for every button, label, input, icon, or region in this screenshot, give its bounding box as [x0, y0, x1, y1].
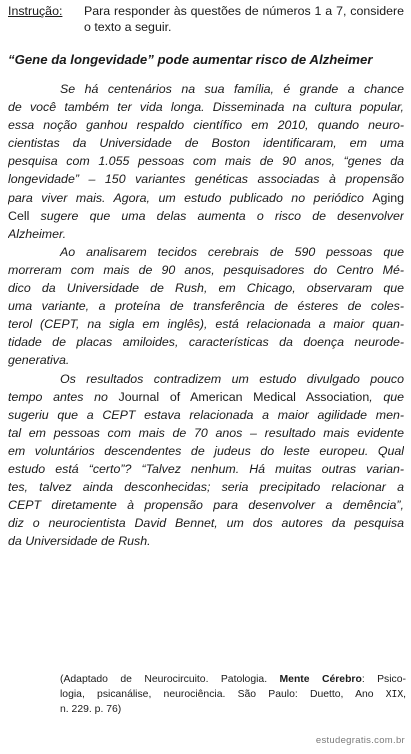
source-text: , — [403, 689, 406, 700]
site-watermark: estudegratis.com.br — [315, 735, 405, 746]
paragraph-line — [8, 388, 404, 406]
article-title: “Gene da longevidade” pode aumentar risco de Alzheimer — [8, 52, 373, 67]
paragraph-text: tes, talvez ainda desconhecidas; seria precipitado relacionar a — [8, 480, 404, 495]
article-body — [8, 80, 404, 550]
paragraph-line — [8, 225, 404, 243]
paragraph-text: Se há centenários na sua família, é grande a chance — [60, 82, 404, 96]
instruction — [8, 3, 404, 35]
paragraph-text: , que — [369, 389, 404, 404]
paragraph-text: Os resultados contradizem um estudo divulgado pouco — [60, 371, 404, 386]
paragraph-text: tal em pessoas com mais de 70 anos – resultado mais evidente — [8, 425, 404, 440]
source-line — [60, 672, 406, 687]
paragraph-line — [8, 496, 404, 514]
paragraph-text: cientistas da Universidade de Boston identificaram, em uma — [8, 136, 404, 151]
paragraph-line — [8, 351, 404, 369]
source-line — [60, 687, 406, 702]
source-citation — [60, 672, 406, 717]
paragraph-line — [8, 152, 404, 170]
paragraph-text: da Universidade de Rush. — [8, 534, 151, 549]
instruction-text: Para responder às questões de números 1 a 7, considere o texto a seguir. — [84, 4, 404, 34]
paragraph-text: sugeriu que a CEPT estava relacionada a maior agilidade men- — [8, 407, 404, 422]
paragraph-line — [8, 279, 404, 297]
paragraph-text: Alzheimer. — [8, 226, 67, 241]
paragraph — [8, 243, 404, 370]
paragraph-line — [8, 116, 404, 134]
paragraph-text: essa noção ganhou respaldo científico em 2010, quando neuro- — [8, 118, 404, 133]
paragraph-line — [8, 297, 404, 315]
paragraph-text: estudo está “certo”? “Talvez nenhum. Há muitas outras varian- — [8, 461, 404, 476]
paragraph-text: terol (CEPT, na sigla em inglês), está relacionada a maior quan- — [8, 317, 404, 332]
source-text: Mente Cérebro — [279, 674, 362, 685]
source-text: (Adaptado de Neurocircuito. Patologia. — [60, 674, 280, 685]
paragraph-text: Cell — [8, 208, 30, 223]
paragraph-text: em voluntários descendentes de judeus do leste europeu. Qual — [8, 443, 404, 458]
paragraph-text: pesquisa com 1.055 pessoas com mais de 90 anos, “genes da — [8, 154, 404, 169]
instruction-label: Instrução: — [8, 4, 63, 18]
source-text: n. 229. p. 76) — [60, 704, 122, 715]
paragraph-text: tidade de placas amiloides, características da doença neurode- — [8, 335, 404, 350]
paragraph-line — [8, 514, 404, 532]
paragraph-text: Aging — [372, 190, 404, 205]
paragraph-text: Ao analisarem tecidos cerebrais de 590 pessoas que — [60, 244, 404, 259]
paragraph-line — [8, 243, 404, 261]
source-text: XIX — [385, 689, 404, 700]
paragraph-line — [8, 333, 404, 351]
paragraph-line — [8, 406, 404, 424]
paragraph-text: para viver mais. Agora, um estudo publicado no periódico — [8, 190, 373, 205]
paragraph-line — [8, 80, 404, 98]
paragraph-line — [8, 532, 404, 550]
paragraph-line — [8, 170, 404, 188]
paragraph-line — [8, 207, 404, 225]
paragraph-line — [8, 424, 404, 442]
paragraph-line — [8, 442, 404, 460]
paragraph-text: tempo antes no — [8, 389, 119, 404]
paragraph-line — [8, 189, 404, 207]
paragraph-text: morreram com mais de 90 anos, pesquisadores do Centro Mé- — [8, 262, 404, 277]
paragraph-text: diz o neurocientista David Bennet, um dos autores da pesquisa — [8, 516, 404, 531]
paragraph-line — [8, 134, 404, 152]
paragraph-text: de você também ter vida longa. Disseminada na cultura popular, — [8, 100, 404, 115]
paragraph-text: generativa. — [8, 353, 70, 368]
paragraph-text: dico da Universidade de Rush, em Chicago, observaram que — [8, 281, 404, 296]
paragraph-line — [8, 370, 404, 388]
source-text: : Psico- — [361, 674, 406, 685]
paragraph-text: CEPT diretamente à propensão para desenvolver a demência”, — [8, 498, 404, 513]
paragraph-line — [8, 315, 404, 333]
paragraph-text: longevidade” – 150 variantes genéticas associadas à propensão — [8, 172, 404, 187]
paragraph — [8, 80, 404, 243]
paragraph-line — [8, 98, 404, 116]
paragraph-line — [8, 460, 404, 478]
paragraph-text: uma variante, a proteína de transferência de ésteres de coles- — [8, 299, 404, 314]
source-text: logia, psicanálise, neurociência. São Paulo: Duetto, Ano — [60, 689, 386, 700]
paragraph-line — [8, 261, 404, 279]
paragraph-line — [8, 478, 404, 496]
paragraph — [8, 370, 404, 551]
paragraph-text: sugere que uma delas aumenta o risco de desenvolver — [29, 208, 404, 223]
source-line — [60, 702, 406, 717]
paragraph-text: Journal of American Medical Association — [118, 389, 370, 404]
